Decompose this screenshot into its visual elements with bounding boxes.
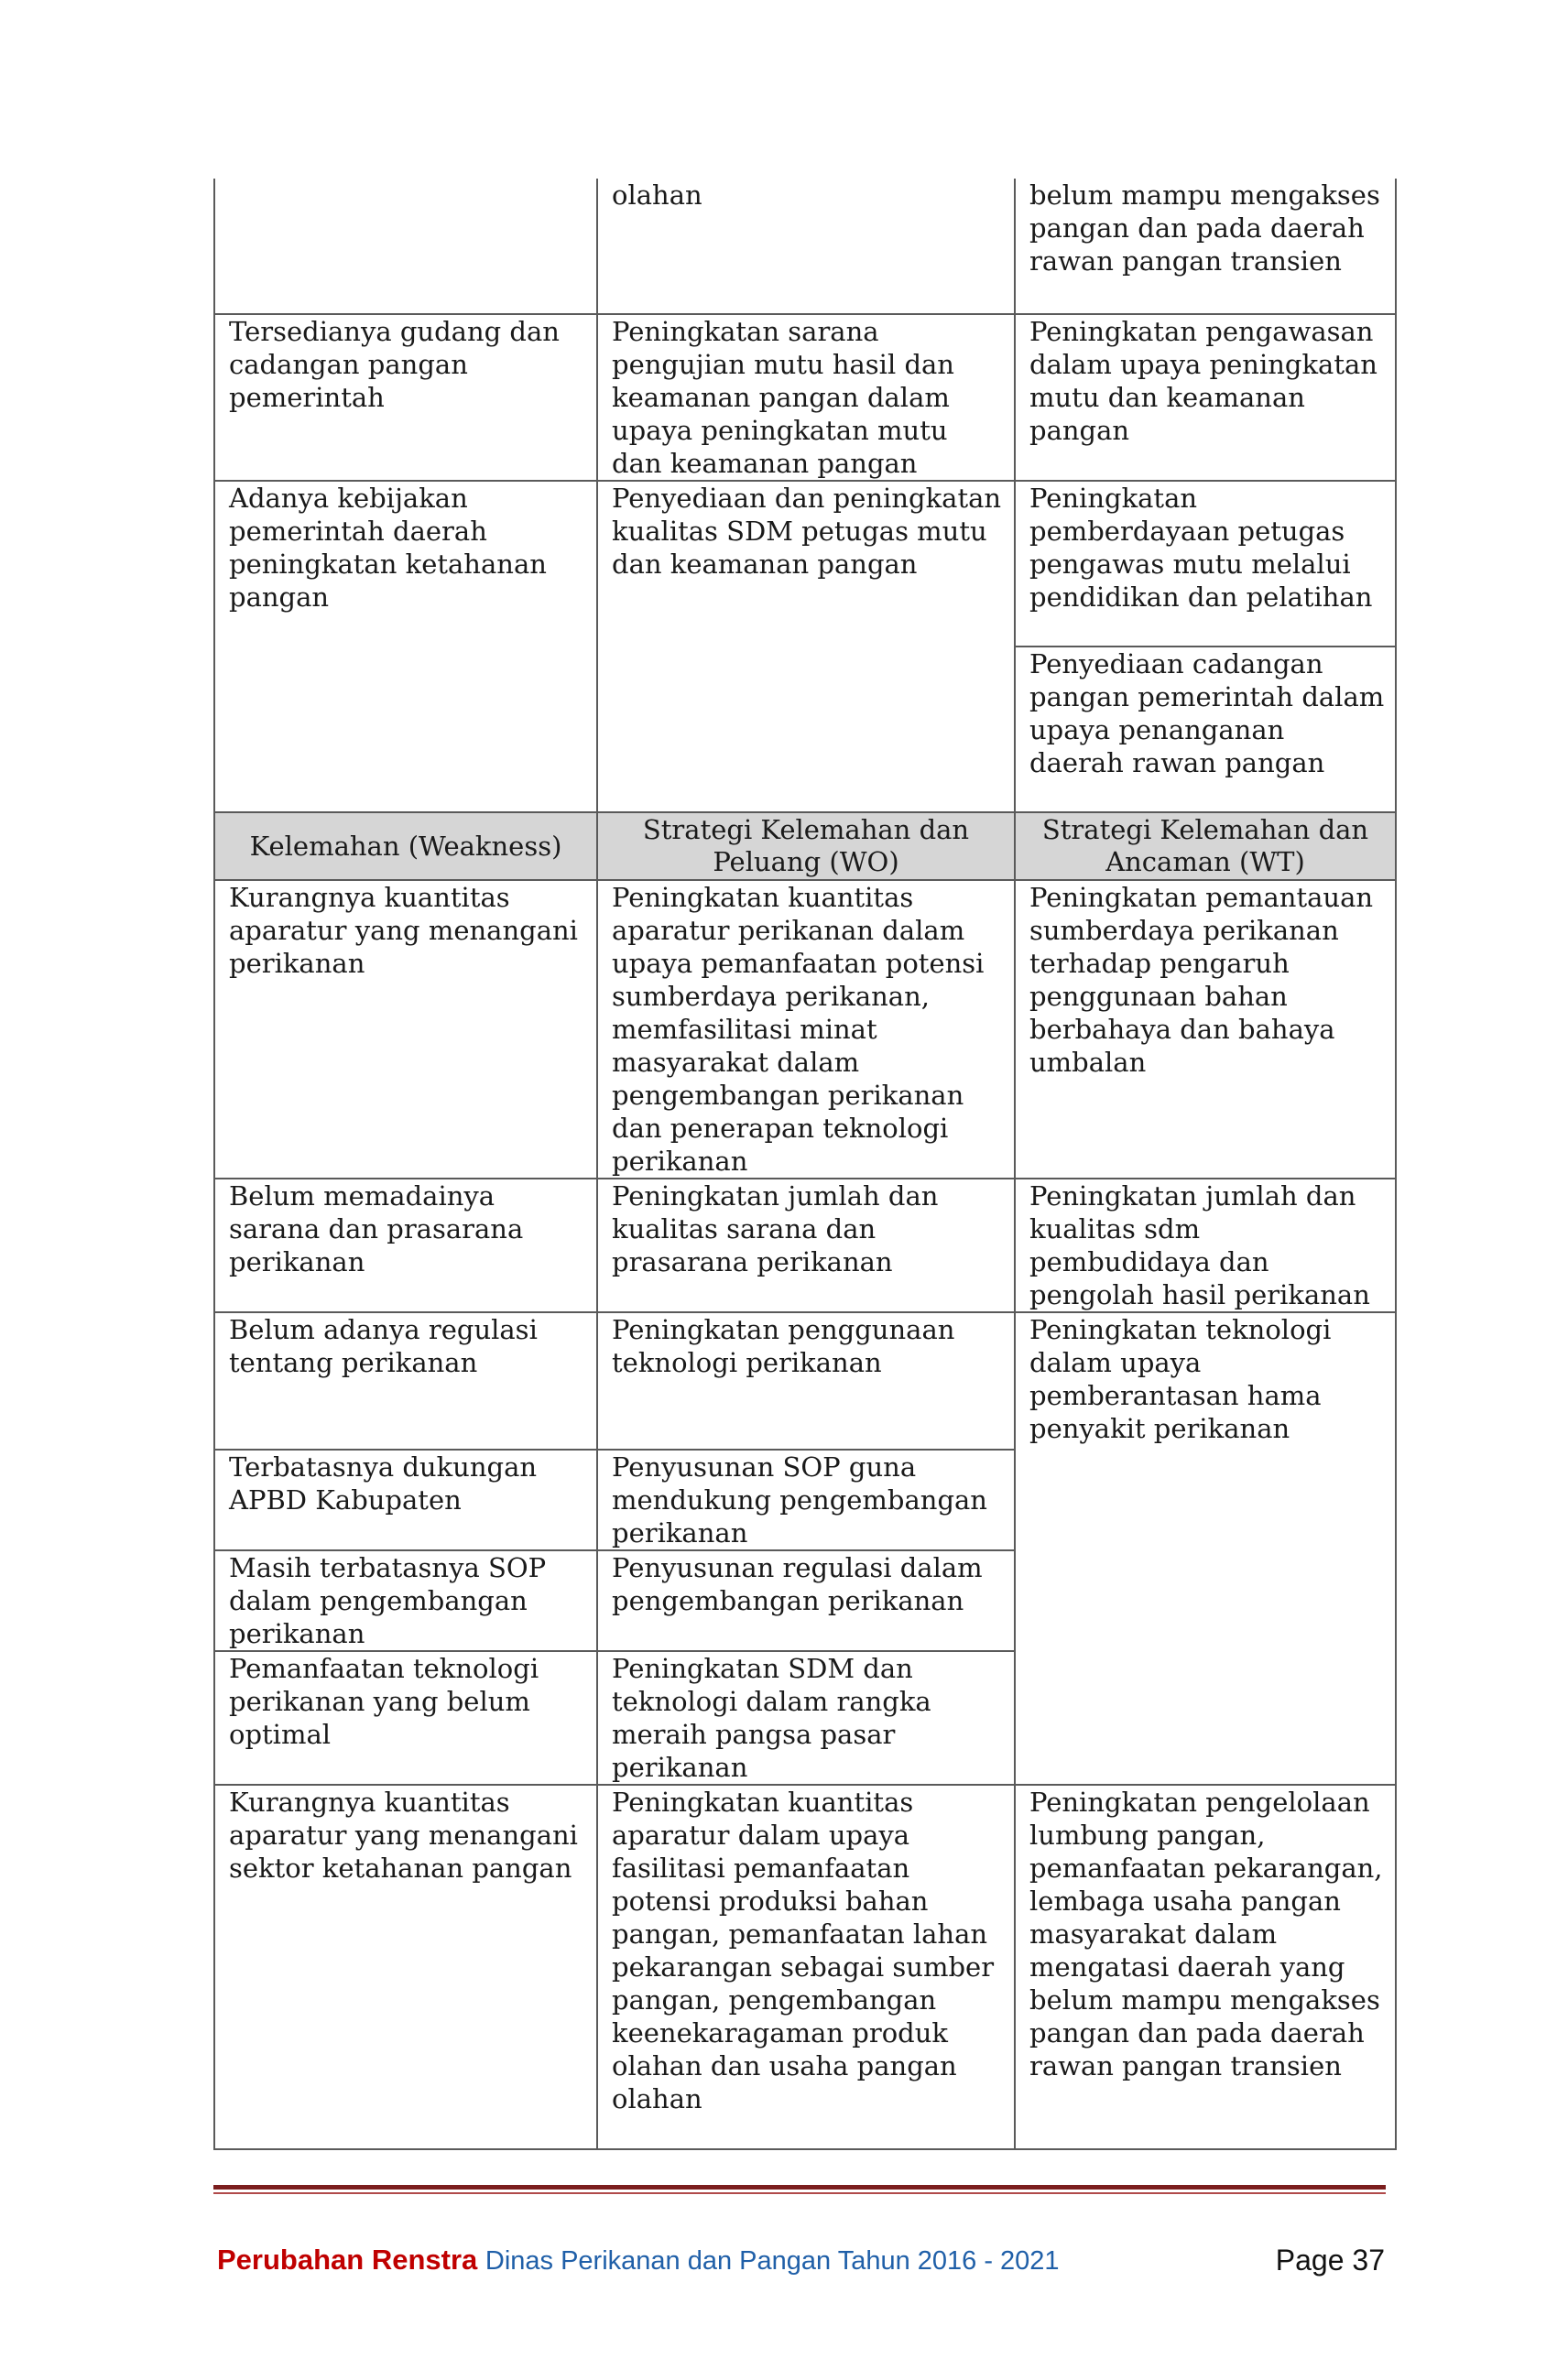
weakness-cell: Belum memadainya sarana dan prasarana perikanan [214,1179,597,1312]
page-number: Page 37 [1275,2244,1385,2277]
st-strategy-cell: belum mampu mengakses pangan dan pada daerah rawan pangan transien [1015,179,1396,314]
footer-subtitle: Dinas Perikanan dan Pangan Tahun 2016 - 2021 [485,2246,1060,2276]
table-row [214,880,1396,1179]
wt-strategy-cell: Peningkatan jumlah dan kualitas sdm pembudidaya dan pengolah hasil perikanan [1015,1179,1396,1312]
table-row [214,481,1396,647]
weakness-cell: Kurangnya kuantitas aparatur yang menangani sektor ketahanan pangan [214,1785,597,2149]
weakness-cell: Kurangnya kuantitas aparatur yang menangani perikanan [214,880,597,1179]
table-row [214,314,1396,481]
wo-strategy-cell: Penyusunan regulasi dalam pengembangan perikanan [597,1550,1015,1651]
st-strategy-cell: Penyediaan cadangan pangan pemerintah dalam upaya penanganan daerah rawan pangan [1015,647,1396,812]
weakness-cell: Terbatasnya dukungan APBD Kabupaten [214,1450,597,1550]
weakness-header-row [214,812,1396,880]
header-wo-strategy: Strategi Kelemahan dan Peluang (WO) [597,812,1015,880]
wo-strategy-cell: Peningkatan SDM dan teknologi dalam rangka meraih pangsa pasar perikanan [597,1651,1015,1785]
page-footer [217,2242,1385,2278]
weakness-cell: Masih terbatasnya SOP dalam pengembangan perikanan [214,1550,597,1651]
wo-strategy-cell: Peningkatan kuantitas aparatur perikanan dalam upaya pemanfaatan potensi sumberdaya perikanan, memfasilitasi minat masyarakat dalam pengembangan perikanan dan penerapan teknologi perikanan [597,880,1015,1179]
so-strategy-cell: olahan [597,179,1015,314]
weakness-cell: Belum adanya regulasi tentang perikanan [214,1312,597,1450]
wo-strategy-cell: Peningkatan jumlah dan kualitas sarana dan prasarana perikanan [597,1179,1015,1312]
table-row [214,1179,1396,1312]
swot-strategy-table [213,179,1397,2150]
header-weakness: Kelemahan (Weakness) [214,812,597,880]
wo-strategy-cell: Peningkatan penggunaan teknologi perikanan [597,1312,1015,1450]
footer-rule-thin [213,2192,1386,2194]
so-strategy-cell: Peningkatan sarana pengujian mutu hasil dan keamanan pangan dalam upaya peningkatan mutu dan keamanan pangan [597,314,1015,481]
table-row [214,1785,1396,2149]
wo-strategy-cell: Peningkatan kuantitas aparatur dalam upaya fasilitasi pemanfaatan potensi produksi bahan pangan, pemanfaatan lahan pekarangan sebagai sumber pangan, pengembangan keenekaragaman produk olahan dan usaha pangan olahan [597,1785,1015,2149]
weakness-cell: Pemanfaatan teknologi perikanan yang belum optimal [214,1651,597,1785]
footer-rule [213,2185,1386,2194]
footer-brand: Perubahan Renstra [217,2244,478,2276]
st-strategy-cell: Peningkatan pengawasan dalam upaya peningkatan mutu dan keamanan pangan [1015,314,1396,481]
strength-cell: Tersedianya gudang dan cadangan pangan pemerintah [214,314,597,481]
st-strategy-cell: Peningkatan pemberdayaan petugas pengawas mutu melalui pendidikan dan pelatihan [1015,481,1396,647]
strength-cell [214,179,597,314]
wt-strategy-cell: Peningkatan teknologi dalam upaya pemberantasan hama penyakit perikanan [1015,1312,1396,1785]
footer-rule-thick [213,2185,1386,2190]
wt-strategy-cell: Peningkatan pengelolaan lumbung pangan, pemanfaatan pekarangan, lembaga usaha pangan masyarakat dalam mengatasi daerah yang belum mampu mengakses pangan dan pada daerah rawan pangan transien [1015,1785,1396,2149]
table-row [214,179,1396,314]
wo-strategy-cell: Penyusunan SOP guna mendukung pengembangan perikanan [597,1450,1015,1550]
strength-cell: Adanya kebijakan pemerintah daerah peningkatan ketahanan pangan [214,481,597,812]
table-row [214,1312,1396,1450]
wt-strategy-cell: Peningkatan pemantauan sumberdaya perikanan terhadap pengaruh penggunaan bahan berbahaya dan bahaya umbalan [1015,880,1396,1179]
header-wt-strategy: Strategi Kelemahan dan Ancaman (WT) [1015,812,1396,880]
so-strategy-cell: Penyediaan dan peningkatan kualitas SDM petugas mutu dan keamanan pangan [597,481,1015,812]
